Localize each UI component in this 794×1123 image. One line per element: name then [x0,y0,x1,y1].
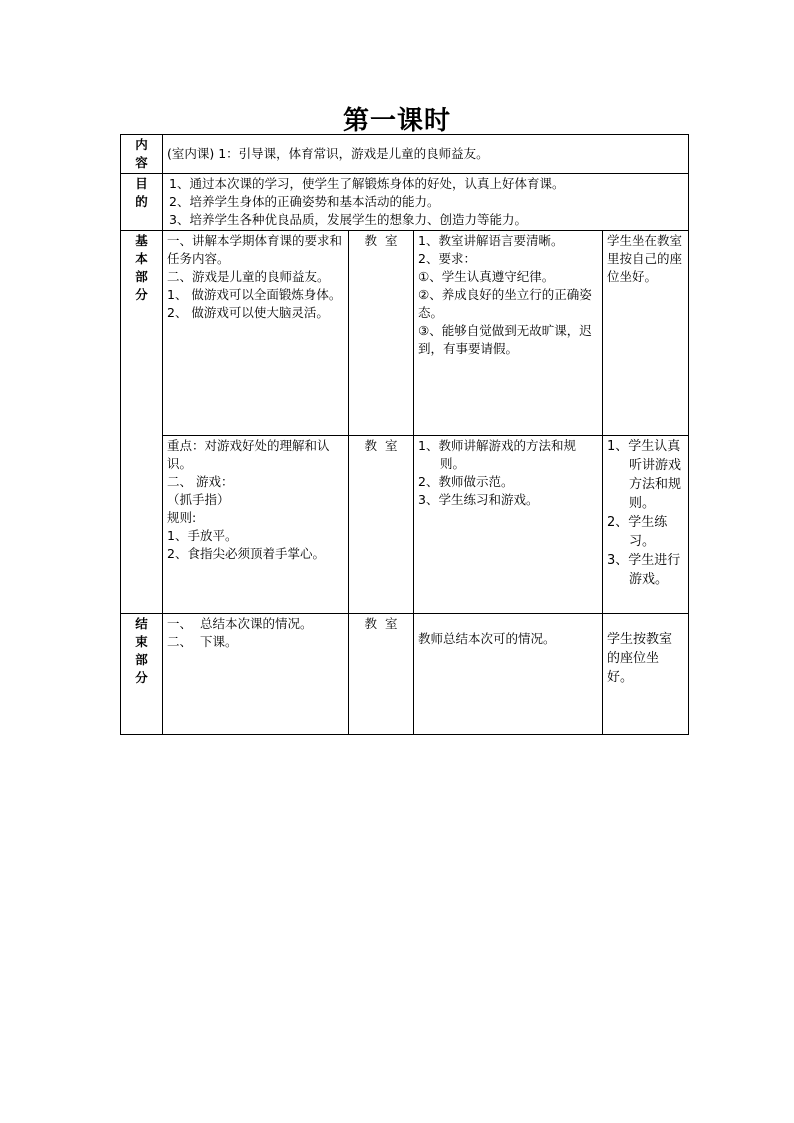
basic-2-location: 教 室 [349,436,414,614]
ending-label: 结 束 部 分 [121,614,163,735]
goal-item: 2、培养学生身体的正确姿势和基本活动的能力。 [169,194,440,209]
ending-content: 一、 总结本次课的情况。 二、 下课。 [163,614,349,735]
goals-row [121,174,689,231]
basic-1-student: 学生坐在教室里按自己的座位坐好。 [603,231,689,436]
ending-teacher: 教师总结本次可的情况。 [414,614,603,735]
ending-student: 学生按教室的座位坐好。 [603,614,689,735]
basic-1-content: 一、讲解本学期体育课的要求和任务内容。 二、游戏是儿童的良师益友。 1、 做游戏可以全面锻炼身体。 2、 做游戏可以使大脑灵活。 [163,231,349,436]
content-row [121,135,689,174]
content-text: (室内课) 1：引导课，体育常识，游戏是儿童的良师益友。 [163,135,689,174]
basic-1-teacher: 1、教室讲解语言要清晰。 2、要求： ①、学生认真遵守纪律。 ②、养成良好的坐立行的正确姿态。 ③、能够自觉做到无故旷课，迟到，有事要请假。 [414,231,603,436]
basic-row-2 [121,436,689,614]
basic-2-student: 1、学生认真听讲游戏方法和规则。 2、学生练习。 3、学生进行游戏。 [603,436,689,614]
page-title: 第一课时 [342,106,451,136]
content-label: 内 容 [121,135,163,174]
goal-item: 3、培养学生各种优良品质，发展学生的想象力、创造力等能力。 [169,212,527,227]
basic-2-content: 重点：对游戏好处的理解和认识。 二、 游戏： （抓手指） 规则: 1、手放平。 2、食指尖必须顶着手掌心。 [163,436,349,614]
goals-label: 目 的 [121,174,163,231]
basic-1-location: 教 室 [349,231,414,436]
basic-row-1 [121,231,689,436]
goal-item: 1、通过本次课的学习，使学生了解锻炼身体的好处，认真上好体育课。 [169,176,565,191]
goals-list [163,174,689,231]
ending-location: 教 室 [349,614,414,735]
ending-row [121,614,689,735]
basic-2-teacher: 1、教师讲解游戏的方法和规则。 2、教师做示范。 3、学生练习和游戏。 [414,436,603,614]
basic-label: 基 本 部 分 [121,231,163,614]
lesson-plan-table [120,134,689,735]
